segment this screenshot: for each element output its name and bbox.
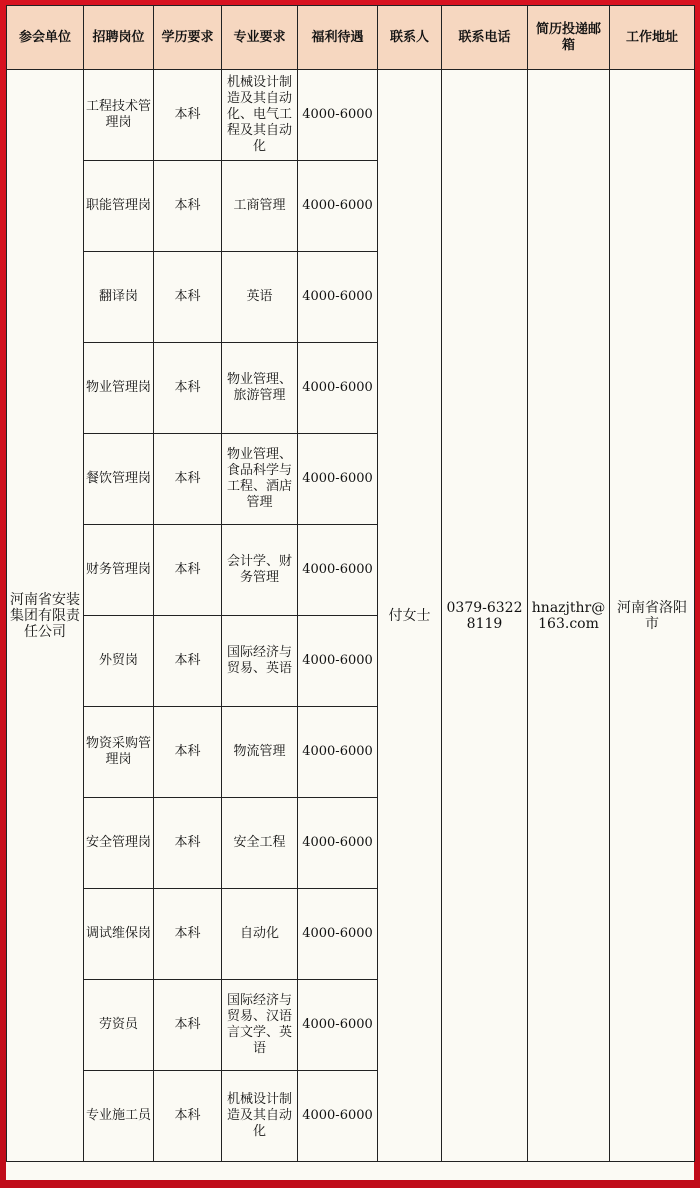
major-cell: 物流管理	[222, 707, 298, 798]
major-cell: 物业管理、旅游管理	[222, 343, 298, 434]
position-cell: 外贸岗	[84, 616, 154, 707]
major-cell: 工商管理	[222, 161, 298, 252]
major-cell: 物业管理、食品科学与工程、酒店管理	[222, 434, 298, 525]
salary-cell: 4000-6000	[298, 798, 378, 889]
salary-cell: 4000-6000	[298, 707, 378, 798]
major-cell: 机械设计制造及其自动化、电气工程及其自动化	[222, 70, 298, 161]
header-company: 参会单位	[7, 6, 84, 70]
major-cell: 英语	[222, 252, 298, 343]
header-address: 工作地址	[610, 6, 695, 70]
position-cell: 劳资员	[84, 980, 154, 1071]
education-cell: 本科	[154, 1071, 222, 1162]
education-cell: 本科	[154, 889, 222, 980]
header-major: 专业要求	[222, 6, 298, 70]
table-row	[7, 70, 695, 161]
salary-cell: 4000-6000	[298, 161, 378, 252]
salary-cell: 4000-6000	[298, 343, 378, 434]
header-position: 招聘岗位	[84, 6, 154, 70]
recruitment-table	[6, 5, 695, 1162]
education-cell: 本科	[154, 252, 222, 343]
phone-cell: 0379-63228119	[442, 70, 528, 1162]
major-cell: 机械设计制造及其自动化	[222, 1071, 298, 1162]
position-cell: 安全管理岗	[84, 798, 154, 889]
salary-cell: 4000-6000	[298, 980, 378, 1071]
company-cell: 河南省安装集团有限责任公司	[7, 70, 84, 1162]
header-phone: 联系电话	[442, 6, 528, 70]
header-salary: 福利待遇	[298, 6, 378, 70]
address-cell: 河南省洛阳市	[610, 70, 695, 1162]
major-cell: 国际经济与贸易、汉语言文学、英语	[222, 980, 298, 1071]
position-cell: 专业施工员	[84, 1071, 154, 1162]
education-cell: 本科	[154, 525, 222, 616]
position-cell: 餐饮管理岗	[84, 434, 154, 525]
salary-cell: 4000-6000	[298, 434, 378, 525]
header-email: 简历投递邮箱	[528, 6, 610, 70]
education-cell: 本科	[154, 616, 222, 707]
salary-cell: 4000-6000	[298, 70, 378, 161]
table-header-row	[7, 6, 695, 70]
major-cell: 会计学、财务管理	[222, 525, 298, 616]
education-cell: 本科	[154, 343, 222, 434]
contact-cell: 付女士	[378, 70, 442, 1162]
major-cell: 自动化	[222, 889, 298, 980]
salary-cell: 4000-6000	[298, 1071, 378, 1162]
education-cell: 本科	[154, 70, 222, 161]
education-cell: 本科	[154, 161, 222, 252]
header-contact: 联系人	[378, 6, 442, 70]
position-cell: 财务管理岗	[84, 525, 154, 616]
recruitment-sheet	[6, 5, 694, 1180]
position-cell: 翻译岗	[84, 252, 154, 343]
position-cell: 物业管理岗	[84, 343, 154, 434]
email-cell: hnazjthr@163.com	[528, 70, 610, 1162]
salary-cell: 4000-6000	[298, 889, 378, 980]
salary-cell: 4000-6000	[298, 525, 378, 616]
major-cell: 国际经济与贸易、英语	[222, 616, 298, 707]
position-cell: 物资采购管理岗	[84, 707, 154, 798]
salary-cell: 4000-6000	[298, 252, 378, 343]
education-cell: 本科	[154, 798, 222, 889]
position-cell: 工程技术管理岗	[84, 70, 154, 161]
position-cell: 职能管理岗	[84, 161, 154, 252]
header-education: 学历要求	[154, 6, 222, 70]
education-cell: 本科	[154, 434, 222, 525]
education-cell: 本科	[154, 980, 222, 1071]
salary-cell: 4000-6000	[298, 616, 378, 707]
position-cell: 调试维保岗	[84, 889, 154, 980]
major-cell: 安全工程	[222, 798, 298, 889]
education-cell: 本科	[154, 707, 222, 798]
